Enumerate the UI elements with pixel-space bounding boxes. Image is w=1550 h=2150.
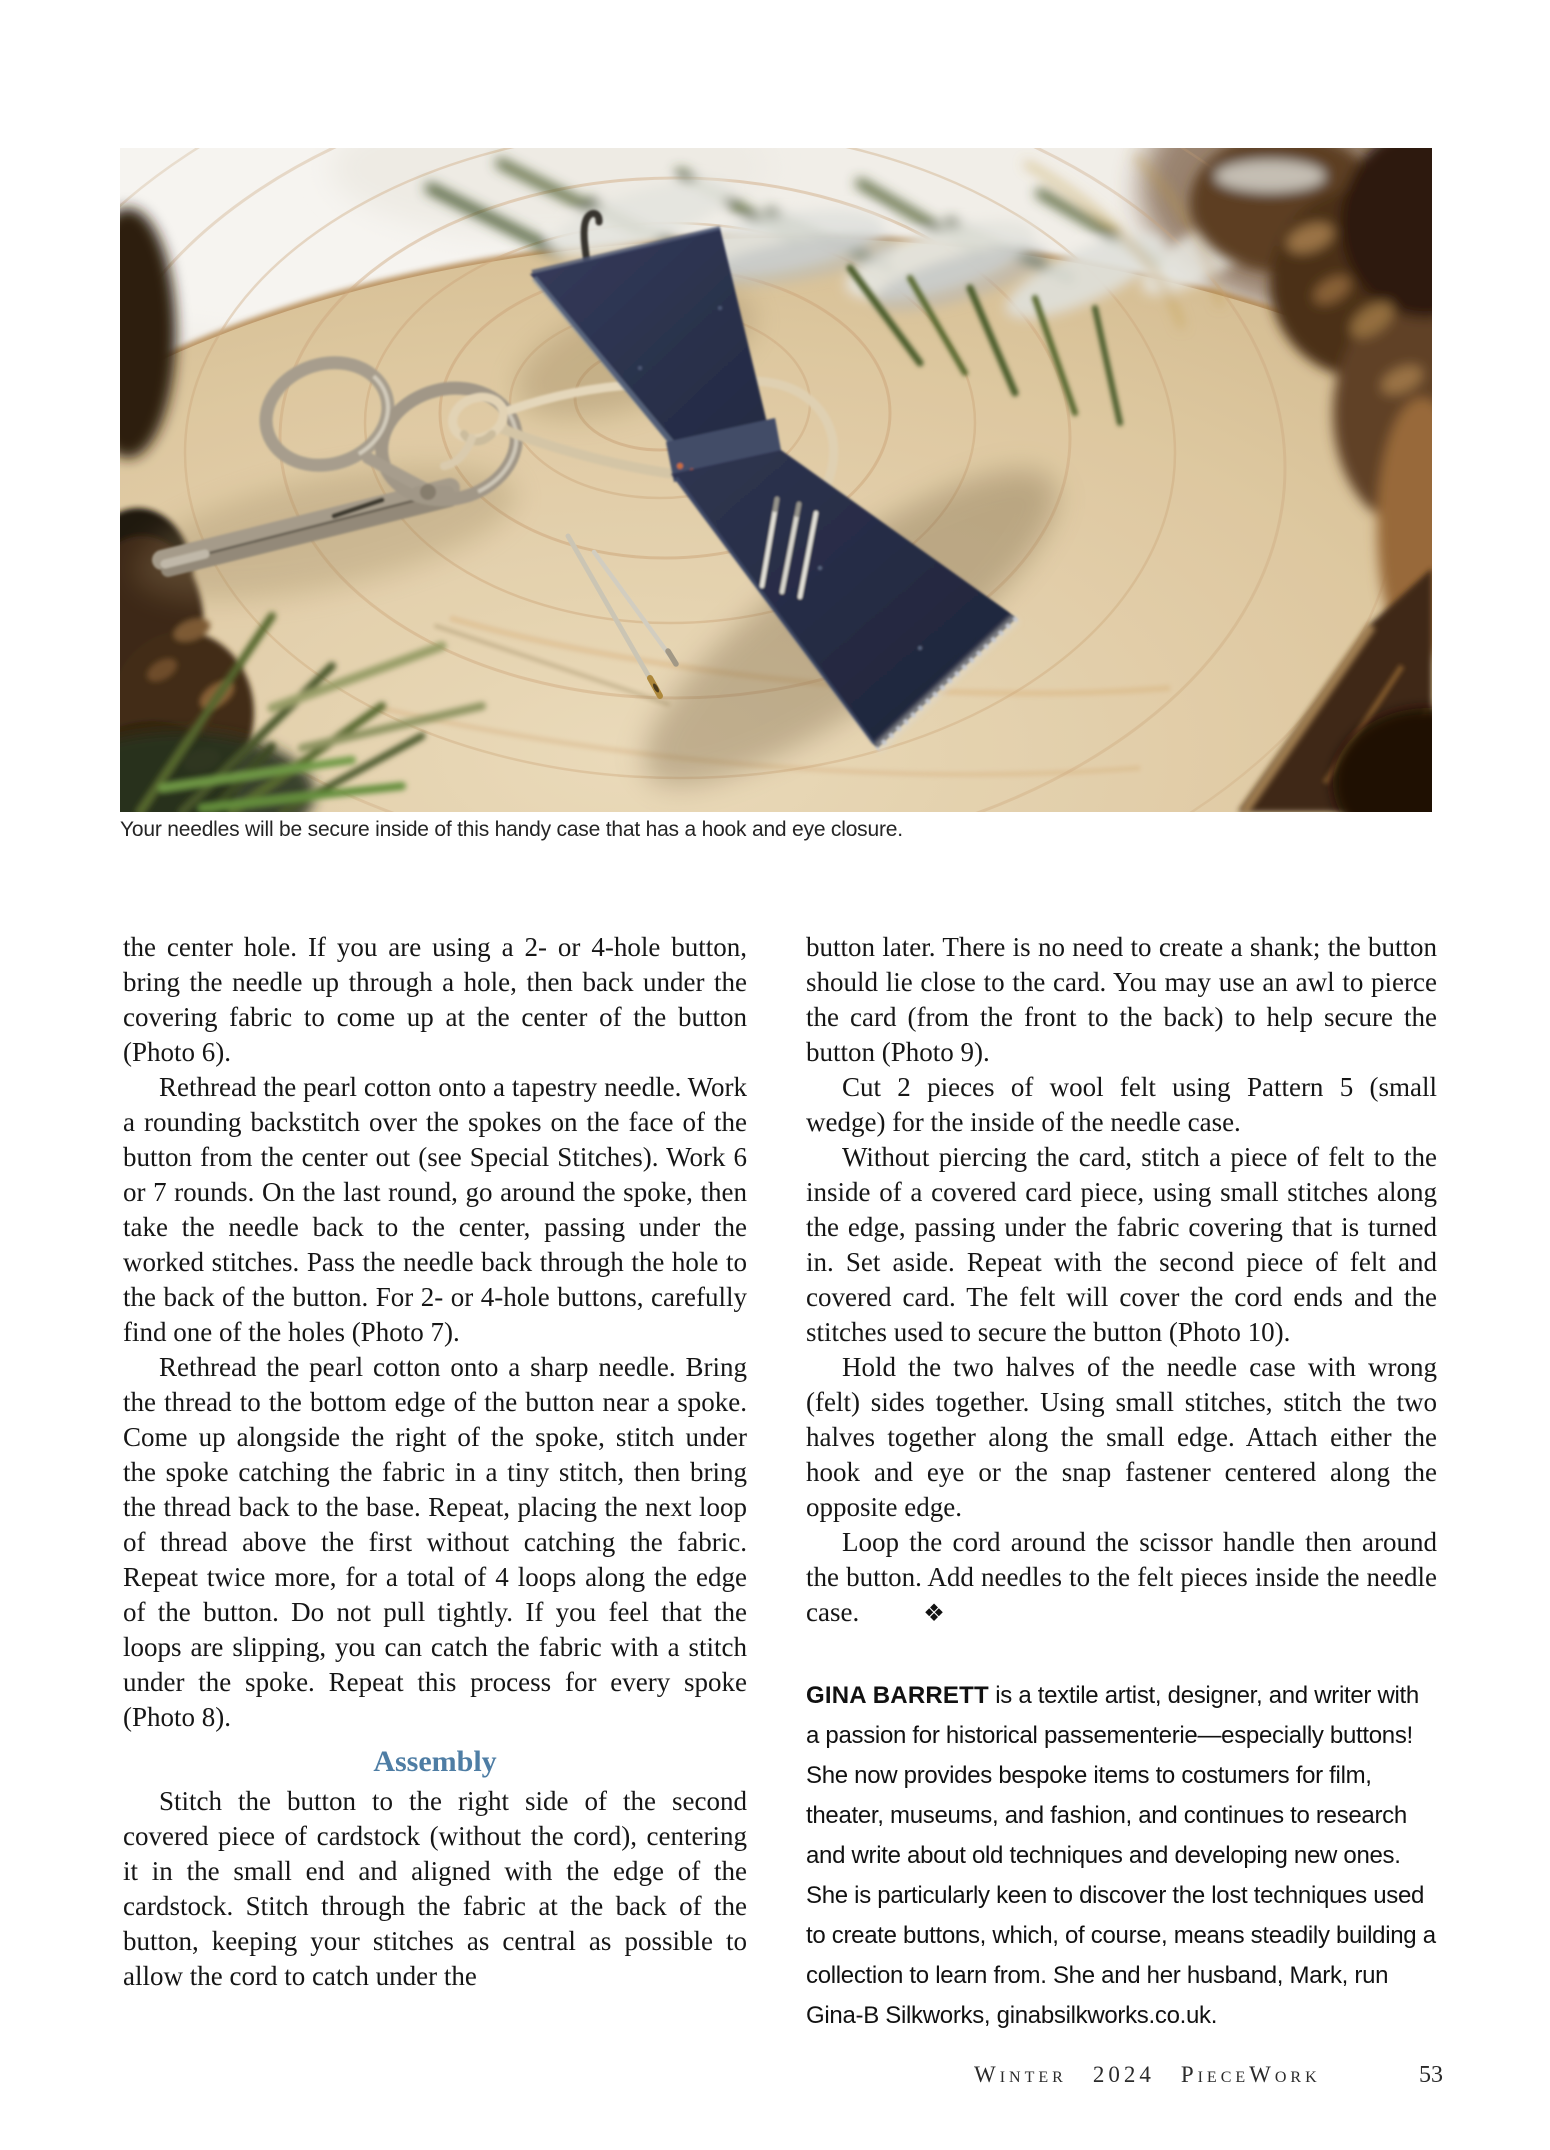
footer-season: Winter [974,2062,1067,2087]
body-paragraph: button later. There is no need to create a shank; the button should lie close to the card. You may use an awl to pierce the card (from the front to the back) to help secure the button (Photo 9). [806,932,1437,1067]
body-paragraph [806,1525,1437,1632]
end-of-article-mark: ❖ [923,1601,945,1627]
body-paragraph: Rethread the pearl cotton onto a tapestry needle. Work a rounding backstitch over the spokes on the face of the button from the center out (see Special Stitches). Work 6 or 7 rounds. On the last round, go around the spoke, then take the needle back to the center, passing under the worked stitches. Pass the needle back through the hole to the back of the button. For 2- or 4-hole buttons, carefully find one of the holes (Photo 7). [123,1072,747,1347]
body-paragraph: Stitch the button to the right side of the second covered piece of cardstock (without the cord), centering it in the small end and aligned with the edge of the cardstock. Stitch through the fabric at the back of the button, keeping your stitches as central as possible to allow the cord to catch under the [123,1786,747,1991]
body-paragraph: Without piercing the card, stitch a piece of felt to the inside of a covered card piece, using small stitches along the edge, passing under the fabric covering that is turned in. Set aside. Repeat with the second piece of felt and covered card. The felt will cover the cord ends and the stitches used to secure the button (Photo 10). [806,1142,1437,1347]
article-right-column [806,930,1437,2036]
page-number: 53 [1419,2062,1443,2088]
page-footer [974,2062,1443,2089]
footer-year: 2024 [1092,2062,1155,2087]
footer-folio [974,2062,1321,2088]
author-name: GINA BARRETT [806,1682,989,1709]
body-paragraph: Hold the two halves of the needle case with wrong (felt) sides together. Using small stitches, stitch the two halves together along the small edge. Attach either the hook and eye or the snap fastener centered along the opposite edge. [806,1352,1437,1522]
photo-caption: Your needles will be secure inside of this handy case that has a hook and eye closure. [120,818,903,841]
paragraph-text: Loop the cord around the scissor handle then around the button. Add needles to the felt pieces inside the needle case. [806,1527,1437,1627]
body-paragraph: Cut 2 pieces of wool felt using Pattern 5 (small wedge) for the inside of the needle case. [806,1072,1437,1137]
footer-magazine-title: PieceWork [1180,2062,1321,2087]
needle-case-photo [120,148,1432,812]
article-left-column [123,930,747,1994]
author-bio-text: is a textile artist, designer, and writer with a passion for historical passementerie—especially buttons! She now provides bespoke items to costumers for film, theater, museums, and fashion, and continues to research and write about old techniques and developing new ones. She is particularly keen to discover the lost techniques used to create buttons, which, of course, means steadily building a collection to learn from. She and her husband, Mark, run Gina-B Silkworks, ginabsilkworks.co.uk. [806,1682,1436,2029]
body-paragraph: the center hole. If you are using a 2- or 4-hole button, bring the needle up through a hole, then back under the covering fabric to come up at the center of the button (Photo 6). [123,932,747,1067]
author-bio [806,1676,1437,2036]
assembly-heading: Assembly [373,1745,497,1778]
body-paragraph: Rethread the pearl cotton onto a sharp needle. Bring the thread to the bottom edge of the button near a spoke. Come up alongside the right of the spoke, stitch under the spoke catching the fabric in a tiny stitch, then bring the thread back to the base. Repeat, placing the next loop of thread above the first without catching the fabric. Repeat twice more, for a total of 4 loops along the edge of the button. Do not pull tightly. If you feel that the loops are slipping, you can catch the fabric with a stitch under the spoke. Repeat this process for every spoke (Photo 8). [123,1352,747,1732]
photo-image [120,148,1432,812]
